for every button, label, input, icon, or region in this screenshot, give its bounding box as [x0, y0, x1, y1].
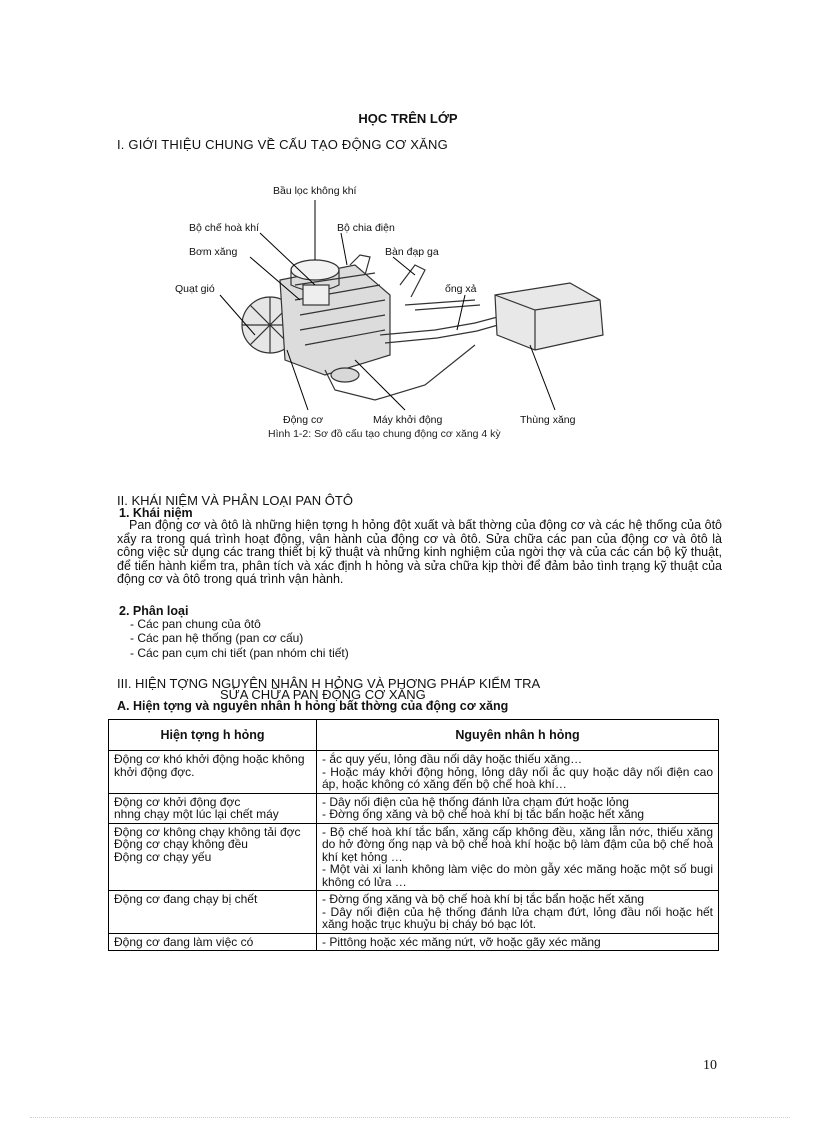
label-air-filter: Bầu lọc không khí: [273, 185, 357, 197]
section-3-heading-line-2: SỬA CHỮA PAN ĐỘNG CƠ XĂNG: [220, 687, 426, 702]
table-row: [109, 793, 719, 823]
label-engine: Động cơ: [283, 414, 324, 426]
cause-line: - Pittông hoặc xéc măng nứt, vỡ hoặc gãy xéc măng: [322, 934, 601, 949]
label-fuel-pump: Bơm xăng: [189, 246, 238, 258]
header-symptom: Hiện tợng h hỏng: [109, 720, 317, 751]
symptom-cell: [109, 823, 317, 891]
label-starter: Máy khởi động: [373, 414, 443, 426]
label-tank: Thùng xăng: [520, 414, 576, 426]
classification-item: - Các pan hệ thống (pan cơ cấu): [130, 631, 304, 645]
page-title: HỌC TRÊN LỚP: [358, 111, 458, 126]
label-gas-pedal: Bàn đạp ga: [385, 246, 439, 258]
symptom-cell: [109, 793, 317, 823]
section-1-heading: I. GIỚI THIỆU CHUNG VỀ CẤU TẠO ĐỘNG CƠ XĂNG: [117, 137, 448, 152]
subheading-a: A. Hiện tợng và nguyên nhân h hỏng bất thờng của động cơ xăng: [117, 699, 509, 713]
cause-line: - Hoặc máy khởi động hỏng, lỏng dây nối ắc quy hoặc dây nối điện cao áp, hoặc không có xăng đến bộ chế hoà khí…: [322, 764, 713, 791]
symptom-line: Động cơ chạy không đều: [114, 837, 248, 851]
cause-cell: [317, 751, 719, 794]
symptom-cell: [109, 933, 317, 951]
symptom-line: Động cơ không chạy không tải đợc: [114, 824, 301, 839]
symptom-cell: [109, 891, 317, 934]
symptom-line: nhng chạy một lúc lại chết máy: [114, 807, 279, 821]
symptom-line: Động cơ đang chạy bị chết: [114, 892, 258, 906]
section-2-heading: II. KHÁI NIỆM VÀ PHÂN LOẠI PAN ÔTÔ: [117, 493, 353, 508]
table-row: [109, 751, 719, 794]
engine-diagram: [175, 185, 625, 430]
classification-item: - Các pan cụm chi tiết (pan nhóm chi tiết): [130, 646, 349, 660]
symptom-line: Động cơ khó khởi động hoặc không khởi động đợc.: [114, 752, 305, 779]
cause-cell: [317, 823, 719, 891]
label-carburetor: Bộ chế hoà khí: [189, 222, 260, 234]
cause-cell: [317, 891, 719, 934]
subheading-classification: 2. Phân loại: [119, 604, 189, 618]
cause-line: - Bộ chế hoà khí tắc bẩn, xăng cấp không đều, xăng lẫn nớc, thiếu xăng do hở đờng ống nạp và bộ chế hoà khí hoặc bộ làm đậm của bộ chế hoà khí kẹt hỏng …: [322, 824, 713, 864]
symptom-line: Động cơ chạy yếu: [114, 849, 212, 864]
label-exhaust: ống xả: [445, 283, 477, 295]
cause-line: - Một vài xi lanh không làm việc do mòn gẫy xéc măng hoặc một số bugi không có lửa …: [322, 862, 713, 889]
table-header-row: [109, 720, 719, 751]
cause-line: - Dây nối điện của hệ thống đánh lửa chạm đứt, lỏng đầu nối hoặc hết xăng hoặc trục khuỷu bị cháy bó bạc lót.: [322, 904, 713, 931]
cause-line: - Đờng ống xăng và bộ chế hoà khí bị tắc bẩn hoặc hết xăng: [322, 892, 645, 906]
table-row: [109, 933, 719, 951]
section-3-heading-line-1: III. HIỆN TỢNG NGUYÊN NHÂN H HỎNG VÀ PHƠNG PHÁP KIỂM TRA: [117, 676, 541, 691]
table-row: [109, 891, 719, 934]
cause-line: - Đờng ống xăng và bộ chế hoà khí bị tắc bẩn hoặc hết xăng: [322, 807, 645, 821]
symptom-line: Động cơ khởi động đợc: [114, 794, 241, 809]
page-number: 10: [703, 1058, 717, 1073]
cause-cell: [317, 793, 719, 823]
figure-caption: Hình 1-2: Sơ đồ cấu tạo chung động cơ xăng 4 kỳ: [268, 428, 501, 440]
cause-cell: [317, 933, 719, 951]
cause-line: - Dây nối điện của hệ thống đánh lửa chạm đứt hoặc lỏng: [322, 794, 629, 809]
concept-paragraph: Pan động cơ và ôtô là những hiện tợng h hỏng đột xuất và bất thờng của động cơ và các hệ thống của ôtô xẩy ra trong quá trình hoạt động, vận hành của động cơ và ôtô. Sửa chữa các pan của động cơ và ôtô là công việc sử dụng các trang thiết bị kỹ thuật và những kinh nghiệm của ngời thợ và của các cán bộ kỹ thuật, để tiến hành kiểm tra, phân tích và xác định h hỏng và sửa chữa kịp thời để đảm bảo tình trạng kỹ thuật của động cơ và ôtô trong quá trình vận hành.: [117, 518, 722, 587]
label-fan: Quạt gió: [175, 283, 215, 295]
symptom-cell: [109, 751, 317, 794]
subheading-concept: 1. Khái niệm: [119, 506, 193, 520]
faults-table: [108, 719, 719, 951]
table-row: [109, 823, 719, 891]
label-distributor: Bộ chia điện: [337, 222, 395, 234]
page-bottom-divider: [30, 1117, 790, 1118]
symptom-line: Động cơ đang làm việc có: [114, 934, 254, 949]
cause-line: - ắc quy yếu, lỏng đầu nối dây hoặc thiếu xăng…: [322, 752, 583, 766]
header-cause: Nguyên nhân h hỏng: [317, 720, 719, 751]
classification-item: - Các pan chung của ôtô: [130, 617, 261, 631]
